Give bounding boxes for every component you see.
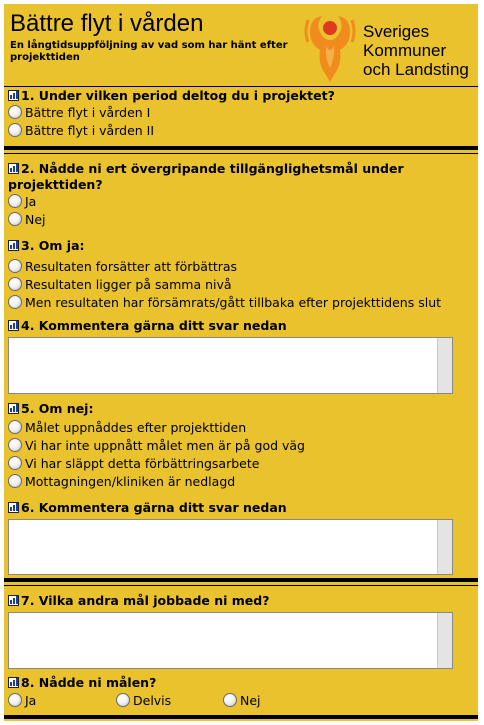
radio-button[interactable] — [223, 693, 237, 707]
question-text: 2. Nådde ni ert övergripande tillgänglighetsmål under projekttiden? — [8, 161, 404, 192]
chart-icon — [8, 320, 19, 331]
option-label: Ja — [25, 194, 37, 209]
radio-button[interactable] — [8, 693, 22, 707]
chart-icon — [8, 163, 19, 174]
question-text: 3. Om ja: — [21, 238, 85, 253]
option-label: Bättre flyt i vården II — [25, 123, 155, 138]
question-text: 8. Nådde ni målen? — [21, 675, 157, 690]
question-4 — [8, 318, 474, 394]
option-label: Vi har släppt detta förbättringsarbete — [25, 456, 260, 471]
comment-textarea[interactable] — [8, 519, 453, 575]
option-label: Resultaten forsätter att förbättras — [25, 259, 238, 274]
divider — [4, 715, 478, 719]
scrollbar[interactable] — [437, 613, 452, 668]
page-subtitle: En långtidsuppföljning av vad som har hänt efter projekttiden — [10, 40, 288, 63]
scrollbar[interactable] — [437, 520, 452, 574]
inline-radio-group — [8, 691, 474, 711]
option-label: Nej — [25, 212, 46, 227]
comment-textarea[interactable] — [8, 612, 453, 669]
question-label — [8, 88, 474, 104]
option-label: Ja — [25, 693, 37, 708]
radio-option[interactable] — [8, 455, 474, 473]
option-label: Resultaten ligger på samma nivå — [25, 277, 232, 292]
option-label: Men resultaten har försämrats/gått tillbaka efter projekttidens slut — [25, 295, 442, 310]
radio-option[interactable] — [223, 691, 261, 711]
radio-button[interactable] — [8, 212, 22, 226]
question-label — [8, 318, 474, 334]
radio-option[interactable] — [8, 211, 474, 229]
question-7 — [8, 593, 474, 669]
option-label: Målet uppnåddes efter projekttiden — [25, 420, 247, 435]
logo-line: Kommuner — [363, 41, 447, 60]
radio-option[interactable] — [8, 258, 474, 276]
divider — [4, 585, 478, 586]
logo-line: Sveriges — [363, 22, 430, 41]
divider — [4, 86, 478, 87]
radio-option[interactable] — [116, 691, 171, 711]
question-text: 6. Kommentera gärna ditt svar nedan — [21, 500, 287, 515]
scrollbar[interactable] — [437, 338, 452, 393]
radio-button[interactable] — [8, 474, 22, 488]
question-text: 4. Kommentera gärna ditt svar nedan — [21, 318, 287, 333]
radio-option[interactable] — [8, 294, 474, 312]
radio-button[interactable] — [8, 259, 22, 273]
option-label: Vi har inte uppnått målet men är på god väg — [25, 438, 305, 453]
chart-icon — [8, 677, 19, 688]
radio-button[interactable] — [8, 194, 22, 208]
chart-icon — [8, 502, 19, 513]
chart-icon — [8, 240, 19, 251]
radio-button[interactable] — [116, 693, 130, 707]
radio-option[interactable] — [8, 473, 474, 491]
radio-button[interactable] — [8, 438, 22, 452]
question-8 — [8, 675, 474, 711]
question-text: 7. Vilka andra mål jobbade ni med? — [21, 593, 270, 608]
radio-option[interactable] — [8, 193, 474, 211]
question-1 — [8, 88, 474, 140]
question-label — [8, 401, 474, 417]
option-label: Mottagningen/kliniken är nedlagd — [25, 474, 236, 489]
option-label: Nej — [240, 693, 261, 708]
question-label — [8, 161, 474, 193]
radio-option[interactable] — [8, 419, 474, 437]
divider — [4, 578, 478, 582]
divider — [4, 146, 478, 150]
radio-button[interactable] — [8, 123, 22, 137]
chart-icon — [8, 595, 19, 606]
header — [4, 4, 478, 86]
page-title: Bättre flyt i vården — [10, 10, 204, 37]
question-label — [8, 675, 474, 691]
question-text: 1. Under vilken period deltog du i projektet? — [21, 88, 335, 103]
radio-button[interactable] — [8, 456, 22, 470]
question-label — [8, 500, 474, 516]
chart-icon — [8, 403, 19, 414]
option-label: Bättre flyt i vården I — [25, 105, 151, 120]
survey-form — [4, 4, 478, 721]
question-2 — [8, 161, 474, 229]
question-label — [8, 238, 474, 254]
question-5 — [8, 401, 474, 491]
chart-icon — [8, 90, 19, 101]
question-label — [8, 593, 474, 609]
radio-option[interactable] — [8, 122, 474, 140]
radio-button[interactable] — [8, 277, 22, 291]
radio-option[interactable] — [8, 104, 474, 122]
divider — [4, 153, 478, 154]
radio-button[interactable] — [8, 295, 22, 309]
question-text: 5. Om nej: — [21, 401, 94, 416]
radio-option[interactable] — [8, 691, 36, 711]
logo-line: och Landsting — [363, 60, 469, 79]
question-6 — [8, 500, 474, 575]
comment-textarea[interactable] — [8, 337, 453, 394]
radio-option[interactable] — [8, 437, 474, 455]
skl-logo-icon — [302, 10, 358, 82]
question-3 — [8, 238, 474, 312]
logo-text — [363, 22, 469, 79]
radio-button[interactable] — [8, 105, 22, 119]
radio-option[interactable] — [8, 276, 474, 294]
radio-button[interactable] — [8, 420, 22, 434]
option-label: Delvis — [133, 693, 172, 708]
